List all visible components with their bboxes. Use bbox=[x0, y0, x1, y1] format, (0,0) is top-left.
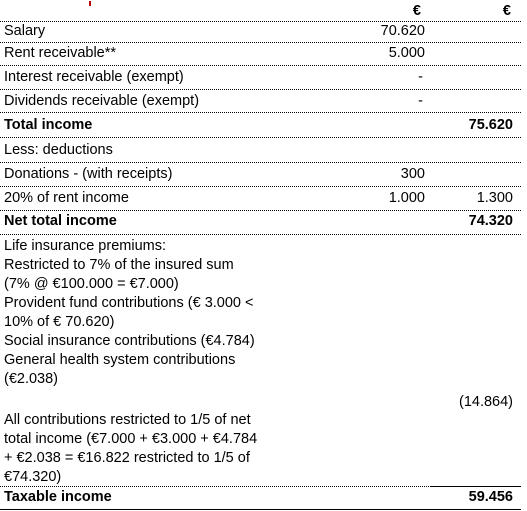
currency-header-col3: € bbox=[502, 3, 511, 19]
contribution-line: Restricted to 7% of the insured sum bbox=[4, 257, 234, 273]
divider bbox=[0, 186, 521, 187]
row-amount: 300 bbox=[400, 166, 425, 182]
row-label: Less: deductions bbox=[4, 142, 113, 158]
row-amount: - bbox=[418, 93, 423, 109]
contribution-line: General health system contributions bbox=[4, 352, 236, 368]
contributions-description bbox=[4, 237, 255, 389]
contribution-line: (7% @ €100.000 = €7.000) bbox=[4, 276, 179, 292]
row-label: Rent receivable** bbox=[4, 45, 117, 61]
row-amount: - bbox=[418, 69, 423, 85]
divider bbox=[0, 89, 521, 90]
row-label: Total income bbox=[4, 117, 93, 133]
subtotal-rule bbox=[431, 486, 521, 487]
divider bbox=[0, 234, 521, 235]
divider bbox=[0, 137, 521, 138]
row-total: 75.620 bbox=[468, 117, 513, 133]
restriction-line: + €2.038 = €16.822 restricted to 1/5 of bbox=[4, 450, 250, 466]
contribution-line: Life insurance premiums: bbox=[4, 238, 166, 254]
row-label: 20% of rent income bbox=[4, 190, 129, 206]
currency-header-col2: € bbox=[412, 3, 421, 19]
restriction-line: All contributions restricted to 1/5 of net bbox=[4, 412, 251, 428]
divider bbox=[0, 21, 521, 22]
restriction-description bbox=[4, 411, 257, 487]
divider bbox=[0, 210, 521, 211]
contribution-line: Provident fund contributions (€ 3.000 < bbox=[4, 295, 254, 311]
red-mark-icon bbox=[88, 0, 94, 1]
divider bbox=[0, 486, 431, 487]
row-total: 59.456 bbox=[468, 489, 513, 505]
row-label: Taxable income bbox=[4, 489, 112, 505]
row-label: Net total income bbox=[4, 213, 117, 229]
divider bbox=[0, 42, 521, 43]
contribution-line: (€2.038) bbox=[4, 371, 59, 387]
row-label: Interest receivable (exempt) bbox=[4, 69, 184, 85]
restriction-line: total income (€7.000 + €3.000 + €4.784 bbox=[4, 431, 258, 447]
contributions-total: (14.864) bbox=[458, 394, 513, 410]
row-label: Dividends receivable (exempt) bbox=[4, 93, 200, 109]
divider bbox=[0, 65, 521, 66]
bottom-rule bbox=[0, 509, 521, 510]
contribution-line: 10% of € 70.620) bbox=[4, 314, 115, 330]
restriction-line: €74.320) bbox=[4, 469, 62, 485]
contribution-line: Social insurance contributions (€4.784) bbox=[4, 333, 255, 349]
row-total: 1.300 bbox=[476, 190, 513, 206]
row-amount: 5.000 bbox=[388, 45, 425, 61]
row-amount: 1.000 bbox=[388, 190, 425, 206]
row-amount: 70.620 bbox=[380, 23, 425, 39]
divider bbox=[0, 162, 521, 163]
row-label: Donations - (with receipts) bbox=[4, 166, 173, 182]
row-label: Salary bbox=[4, 23, 46, 39]
row-total: 74.320 bbox=[468, 213, 513, 229]
divider bbox=[0, 112, 521, 113]
